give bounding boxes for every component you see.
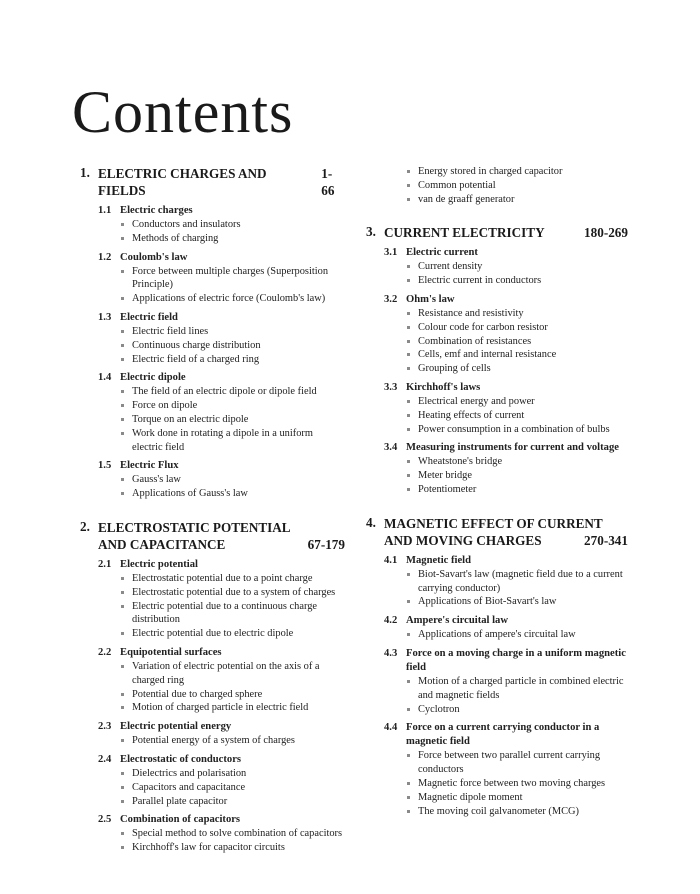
section-items	[98, 325, 345, 366]
list-item: Gauss's law	[120, 473, 345, 487]
list-item: Applications of electric force (Coulomb's law)	[120, 292, 345, 306]
section-title: Force on a current carrying conductor in a magnetic field	[406, 722, 600, 748]
section-items	[98, 827, 345, 855]
chapter-title: CURRENT ELECTRICITY	[384, 225, 545, 241]
chapter-title-line	[384, 224, 628, 241]
chapter-pages: 270-341	[584, 532, 628, 548]
section	[98, 311, 345, 366]
section	[384, 293, 628, 376]
chapter-title: MAGNETIC EFFECT OF CURRENT	[384, 515, 603, 531]
section-title: Coulomb's law	[120, 251, 188, 263]
list-item: Dielectrics and polarisation	[120, 767, 345, 781]
list-item: Common potential	[406, 179, 628, 193]
section-title: Electric charges	[120, 205, 193, 216]
section-title: Equipotential surfaces	[120, 646, 222, 658]
section-title: Electric potential	[120, 558, 198, 570]
section-number: 1.4	[98, 372, 112, 384]
chapter-title: AND MOVING CHARGES	[384, 532, 542, 548]
section-title: Combination of capacitors	[120, 814, 241, 826]
chapter-pages: 67-179	[307, 536, 345, 552]
list-item: Current density	[406, 260, 628, 274]
section	[384, 246, 628, 288]
chapter-title-block	[384, 224, 628, 241]
section-items	[98, 473, 345, 501]
section-number: 1.2	[98, 251, 112, 263]
section-items	[384, 260, 628, 288]
list-item: Biot-Savart's law (magnetic field due to a current carrying conductor)	[406, 568, 628, 596]
section-heading	[384, 381, 628, 395]
list-item: Applications of ampere's circuital law	[406, 628, 628, 642]
list-item: Force on dipole	[120, 399, 345, 413]
section-number: 3.4	[384, 442, 398, 454]
section	[98, 720, 345, 748]
list-item: Meter bridge	[406, 469, 628, 483]
section-items	[384, 307, 628, 376]
section-title: Electric potential energy	[120, 721, 232, 733]
section-heading	[98, 251, 345, 265]
chapter-title: ELECTRIC CHARGES AND FIELDS	[98, 166, 267, 198]
list-item: Colour code for carbon resistor	[406, 321, 628, 335]
list-item: Applications of Biot-Savart's law	[406, 595, 628, 609]
list-item: Combination of resistances	[406, 335, 628, 349]
section-title: Measuring instruments for current and voltage	[406, 442, 619, 454]
list-item: Continuous charge distribution	[120, 339, 345, 353]
list-item: Methods of charging	[120, 232, 345, 246]
section	[98, 646, 345, 715]
list-item: Capacitors and capacitance	[120, 781, 345, 795]
continued-list	[366, 165, 628, 206]
chapter-pages	[337, 519, 345, 536]
section-items	[384, 395, 628, 436]
section-title: Kirchhoff's laws	[406, 381, 481, 393]
section-title: Electrostatic of conductors	[120, 753, 242, 765]
section-number: 3.1	[384, 247, 398, 259]
section-items	[98, 385, 345, 454]
contents-column-left	[80, 165, 345, 855]
list-item: Potentiometer	[406, 483, 628, 497]
section-heading	[98, 813, 345, 827]
section-number: 2.2	[98, 646, 112, 658]
chapter-number: 4.	[366, 514, 376, 530]
page-title: Contents	[72, 79, 294, 145]
section-heading	[384, 246, 628, 260]
list-item: Motion of a charged particle in combined electric and magnetic fields	[406, 675, 628, 703]
list-item: Electric current in conductors	[406, 274, 628, 288]
list-item: Electrical energy and power	[406, 395, 628, 409]
chapter-title-line	[384, 532, 628, 549]
chapter-title-block	[384, 515, 628, 549]
section-heading	[98, 371, 345, 385]
section-items	[98, 265, 345, 306]
list-item: Force between multiple charges (Superposition Principle)	[120, 265, 345, 293]
chapter-number: 3.	[366, 224, 376, 240]
chapter-heading	[366, 515, 628, 549]
list-item: Torque on an electric dipole	[120, 413, 345, 427]
section	[384, 614, 628, 642]
list-item: Electrostatic potential due to a system of charges	[120, 586, 345, 600]
section-number: 4.1	[384, 554, 398, 566]
section-items	[98, 218, 345, 246]
section-heading	[384, 441, 628, 455]
list-item: Cyclotron	[406, 703, 628, 717]
section-heading	[98, 753, 345, 767]
section-number: 2.3	[98, 721, 112, 733]
list-item: Magnetic dipole moment	[406, 791, 628, 805]
chapter-heading	[366, 224, 628, 241]
section	[384, 721, 628, 818]
list-item: Electric field lines	[120, 325, 345, 339]
chapter-pages: 1-66	[321, 166, 335, 198]
section-heading	[384, 647, 628, 675]
list-item: Conductors and insulators	[120, 218, 345, 232]
section-title: Electric field	[120, 311, 178, 323]
list-item: Cells, emf and internal resistance	[406, 348, 628, 362]
section	[384, 381, 628, 436]
section	[98, 459, 345, 501]
section	[98, 251, 345, 306]
section-number: 4.4	[384, 722, 398, 734]
list-item: Resistance and resistivity	[406, 307, 628, 321]
section-items	[384, 675, 628, 716]
list-item: Electric field of a charged ring	[120, 353, 345, 367]
list-item: Power consumption in a combination of bulbs	[406, 423, 628, 437]
section-heading	[98, 311, 345, 325]
chapter-pages	[620, 515, 628, 532]
chapter-title-line	[98, 519, 345, 536]
list-item: Potential due to charged sphere	[120, 688, 345, 702]
chapter-heading	[80, 519, 345, 553]
section-items	[98, 767, 345, 808]
section-items	[98, 734, 345, 748]
section-number: 1.5	[98, 460, 112, 472]
section-title: Electric current	[406, 247, 478, 259]
list-item: Special method to solve combination of capacitors	[120, 827, 345, 841]
chapter-title-line	[98, 165, 345, 199]
section-heading	[98, 558, 345, 572]
chapter-title: ELECTROSTATIC POTENTIAL	[98, 519, 291, 535]
section	[98, 813, 345, 855]
section	[98, 371, 345, 454]
list-item: Potential energy of a system of charges	[120, 734, 345, 748]
section-title: Force on a moving charge in a uniform magnetic field	[406, 647, 626, 673]
list-item: Energy stored in charged capacitor	[406, 165, 628, 179]
section-items	[98, 660, 345, 715]
chapter-number: 2.	[80, 518, 90, 534]
section-items	[384, 628, 628, 642]
chapter-heading	[80, 165, 345, 199]
section-number: 2.4	[98, 753, 112, 765]
section-heading	[384, 614, 628, 628]
section-number: 3.2	[384, 293, 398, 305]
section-number: 3.3	[384, 381, 398, 393]
chapter-title-block	[98, 165, 345, 199]
section-title: Ampere's circuital law	[406, 615, 508, 627]
section-heading	[98, 720, 345, 734]
contents-column-right	[366, 165, 628, 818]
section-heading	[98, 204, 345, 218]
list-item: Electrostatic potential due to a point charge	[120, 572, 345, 586]
section	[98, 558, 345, 641]
section	[384, 647, 628, 716]
chapter-title-block	[98, 519, 345, 553]
list-item: van de graaff generator	[406, 193, 628, 207]
chapter-title-line	[384, 515, 628, 532]
section-number: 2.1	[98, 558, 112, 570]
list-item: The field of an electric dipole or dipole field	[120, 385, 345, 399]
chapter-number: 1.	[80, 165, 90, 180]
list-item: Electric potential due to a continuous charge distribution	[120, 600, 345, 628]
list-item: Force between two parallel current carrying conductors	[406, 749, 628, 777]
list-item: Parallel plate capacitor	[120, 795, 345, 809]
list-item: Motion of charged particle in electric field	[120, 701, 345, 715]
section	[98, 204, 345, 246]
list-item: Electric potential due to electric dipole	[120, 627, 345, 641]
list-item: Work done in rotating a dipole in a uniform electric field	[120, 427, 345, 455]
chapter-pages: 180-269	[584, 225, 628, 241]
section-number: 2.5	[98, 814, 112, 826]
list-item: Applications of Gauss's law	[120, 487, 345, 501]
list-item: Heating effects of current	[406, 409, 628, 423]
section-number: 1.1	[98, 205, 112, 216]
section-items	[384, 749, 628, 818]
section-heading	[384, 293, 628, 307]
section-heading	[384, 721, 628, 749]
list-item: Kirchhoff's law for capacitor circuits	[120, 841, 345, 855]
section-heading	[98, 459, 345, 473]
section-number: 4.3	[384, 647, 398, 659]
section	[384, 441, 628, 496]
section-number: 1.3	[98, 311, 112, 323]
section-heading	[98, 646, 345, 660]
section-items	[98, 572, 345, 641]
list-item: The moving coil galvanometer (MCG)	[406, 805, 628, 819]
section	[384, 554, 628, 609]
list-item: Variation of electric potential on the axis of a charged ring	[120, 660, 345, 688]
chapter-title: AND CAPACITANCE	[98, 536, 226, 552]
section-items	[384, 455, 628, 496]
chapter-title-line	[98, 536, 345, 553]
section-number: 4.2	[384, 615, 398, 627]
section-title: Magnetic field	[406, 554, 472, 566]
section-heading	[384, 554, 628, 568]
section-title: Ohm's law	[406, 293, 455, 305]
list-item: Wheatstone's bridge	[406, 455, 628, 469]
section-items	[384, 568, 628, 609]
list-item: Grouping of cells	[406, 362, 628, 376]
list-item: Magnetic force between two moving charges	[406, 777, 628, 791]
section	[98, 753, 345, 808]
section-title: Electric Flux	[120, 460, 179, 472]
section-title: Electric dipole	[120, 372, 186, 384]
